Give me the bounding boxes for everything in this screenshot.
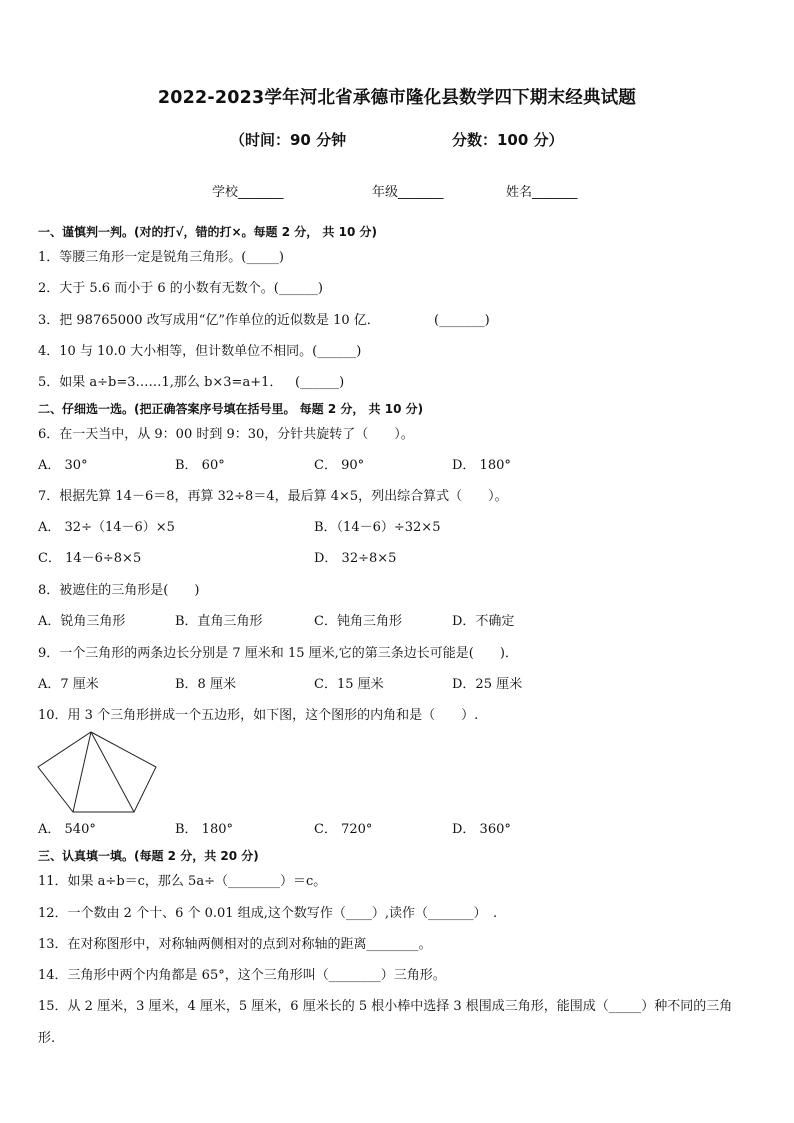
exam-score: 分数：100 分） [452, 131, 564, 149]
section-2-heading: 二、仔细选一选。(把正确答案序号填在括号里。 每题 2 分， 共 10 分) [38, 402, 424, 416]
question-1: 1．等腰三角形一定是锐角三角形。(_____) [38, 250, 284, 265]
question-5: 5．如果 a÷b=3……1,那么 b×3=a+1． [38, 375, 283, 390]
question-4: 4．10 与 10.0 大小相等，但计数单位不相同。(______) [38, 344, 362, 359]
page-title: 2022-2023学年河北省承德市隆化县数学四下期末经典试题 [157, 88, 637, 108]
diagonal-line-left [73, 732, 91, 812]
question-14: 14．三角形中两个内角都是 65°，这个三角形叫（________）三角形。 [38, 968, 446, 983]
question-10-option-d: D． 360° [452, 822, 511, 837]
question-9: 9．一个三角形的两条边长分别是 7 厘米和 15 厘米,它的第三条边长可能是( )． [38, 646, 518, 661]
question-15-continued: 形. [38, 1031, 56, 1046]
question-3: 3．把 98765000 改写成用“亿”作单位的近似数是 10 亿． [38, 313, 380, 328]
exam-time: （时间：90 分钟 [230, 131, 347, 149]
question-12: 12．一个数由 2 个十、6 个 0.01 组成,这个数写作（____）,读作（_______） . [38, 906, 498, 921]
question-7-option-c: C． 14－6÷8×5 [38, 551, 142, 566]
question-8: 8．被遮住的三角形是( ) [38, 583, 200, 598]
question-7-option-b: B．（14－6）÷32×5 [314, 520, 441, 535]
question-10: 10．用 3 个三角形拼成一个五边形，如下图，这个图形的内角和是（ ）. [38, 708, 479, 723]
question-13: 13．在对称图形中，对称轴两侧相对的点到对称轴的距离________。 [38, 937, 432, 952]
school-field: 学校_______ [212, 185, 284, 200]
pentagon-figure [36, 730, 160, 814]
question-7-option-a: A． 32÷（14－6）×5 [38, 520, 175, 535]
question-6-option-b: B． 60° [175, 458, 225, 473]
question-15: 15．从 2 厘米，3 厘米，4 厘米，5 厘米，6 厘米长的 5 根小棒中选择 3 根围成三角形，能围成（_____）种不同的三角 [38, 999, 733, 1014]
question-8-option-c: C．钝角三角形 [314, 614, 402, 629]
question-8-option-b: B．直角三角形 [175, 614, 263, 629]
question-2: 2．大于 5.6 而小于 6 的小数有无数个。(______) [38, 281, 323, 296]
question-9-option-a: A．7 厘米 [38, 677, 99, 692]
question-6: 6．在一天当中，从 9：00 时到 9：30，分针共旋转了（ ）。 [38, 427, 414, 442]
name-field: 姓名_______ [506, 185, 578, 200]
question-8-option-d: D．不确定 [452, 614, 515, 629]
question-9-option-d: D．25 厘米 [452, 677, 523, 692]
question-6-option-d: D． 180° [452, 458, 511, 473]
question-7-option-d: D． 32÷8×5 [314, 551, 397, 566]
question-10-option-c: C． 720° [314, 822, 373, 837]
question-5-blank: (______) [295, 375, 345, 390]
section-1-heading: 一、谨慎判一判。(对的打√，错的打×。每题 2 分， 共 10 分) [38, 225, 377, 239]
question-7: 7．根据先算 14－6＝8，再算 32÷8＝4，最后算 4×5，列出综合算式（ ）。 [38, 489, 508, 504]
question-10-option-a: A． 540° [38, 822, 96, 837]
question-6-option-a: A． 30° [38, 458, 88, 473]
grade-field: 年级_______ [372, 185, 444, 200]
question-8-option-a: A．锐角三角形 [38, 614, 126, 629]
question-9-option-c: C．15 厘米 [314, 677, 384, 692]
question-3-blank: (_______) [434, 313, 490, 328]
question-9-option-b: B．8 厘米 [175, 677, 236, 692]
question-6-option-c: C． 90° [314, 458, 365, 473]
section-3-heading: 三、认真填一填。(每题 2 分，共 20 分) [38, 849, 259, 863]
question-11: 11．如果 a÷b＝c，那么 5a÷（________）＝c。 [38, 874, 327, 889]
question-10-option-b: B． 180° [175, 822, 233, 837]
